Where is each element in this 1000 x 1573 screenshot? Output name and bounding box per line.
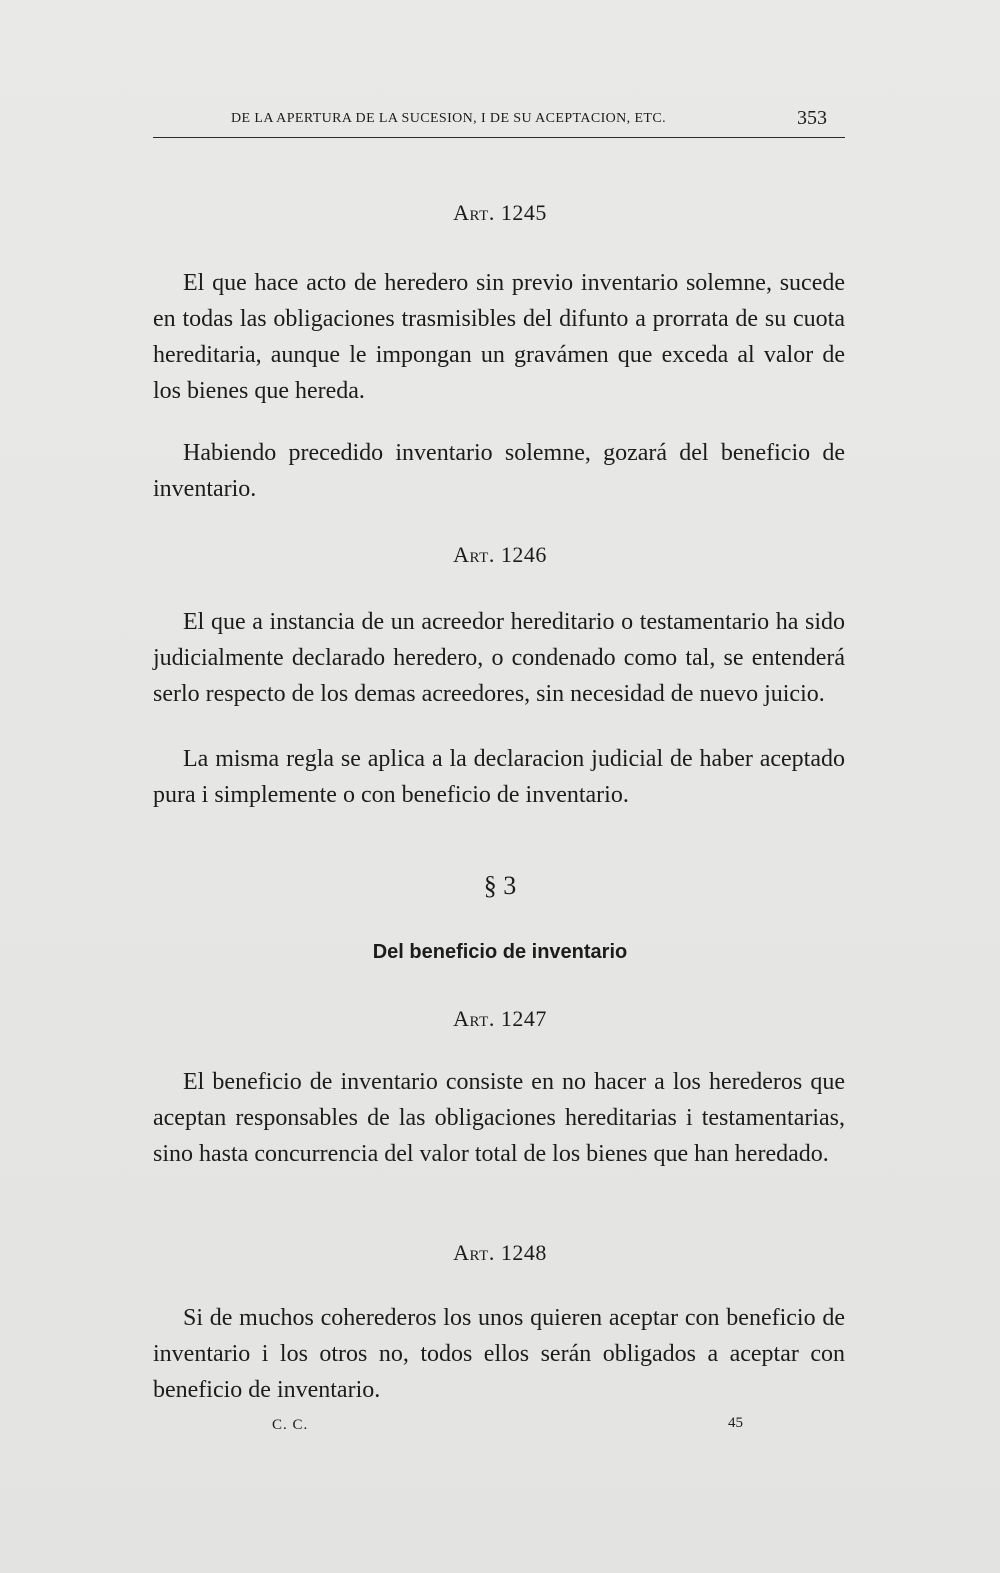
article-number: 1247 bbox=[500, 1006, 547, 1031]
section-mark: § 3 bbox=[483, 871, 517, 900]
page-number: 353 bbox=[797, 107, 827, 129]
article-heading-1248 bbox=[0, 1240, 1000, 1266]
page-header bbox=[153, 107, 845, 138]
article-1248-paragraph-1: Si de muchos coherederos los unos quieren aceptar con beneficio de inventario i los otros no, todos ellos serán obligados a aceptar con beneficio de inventario. bbox=[153, 1305, 845, 1403]
article-label: Art. bbox=[453, 1240, 495, 1265]
article-number: 1248 bbox=[500, 1240, 547, 1265]
signature-mark: C. C. bbox=[272, 1417, 309, 1433]
article-1245-paragraph-1: El que hace acto de heredero sin previo inventario solemne, sucede en todas las obligaciones trasmisibles del difunto a prorrata de su cuota hereditaria, aunque le impongan un gravámen que exceda al valor de los bienes que hereda. bbox=[153, 270, 845, 404]
article-number: 1246 bbox=[500, 542, 547, 567]
article-label: Art. bbox=[453, 542, 495, 567]
section-title: Del beneficio de inventario bbox=[372, 941, 628, 963]
article-number: 1245 bbox=[500, 200, 547, 225]
article-1246-paragraph-1: El que a instancia de un acreedor hereditario o testamentario ha sido judicialmente declarado heredero, o condenado como tal, se entenderá serlo respecto de los demas acreedores, sin necesidad de nuevo juicio. bbox=[153, 609, 845, 707]
article-1246-paragraph-2: La misma regla se aplica a la declaracion judicial de haber aceptado pura i simplemente o con beneficio de inventario. bbox=[153, 746, 845, 808]
sheet-number: 45 bbox=[728, 1415, 743, 1431]
article-1245-paragraph-2: Habiendo precedido inventario solemne, gozará del beneficio de inventario. bbox=[153, 440, 845, 502]
article-heading-1247 bbox=[0, 1006, 1000, 1032]
article-heading-1245 bbox=[0, 200, 1000, 226]
article-heading-1246 bbox=[0, 542, 1000, 568]
running-head: DE LA APERTURA DE LA SUCESION, I DE SU ACEPTACION, ETC. bbox=[231, 111, 667, 126]
article-label: Art. bbox=[453, 200, 495, 225]
article-1247-paragraph-1: El beneficio de inventario consiste en no hacer a los herederos que aceptan responsables de las obligaciones hereditarias i testamentarias, sino hasta concurrencia del valor total de los bienes que han heredado. bbox=[153, 1069, 845, 1167]
article-label: Art. bbox=[453, 1006, 495, 1031]
